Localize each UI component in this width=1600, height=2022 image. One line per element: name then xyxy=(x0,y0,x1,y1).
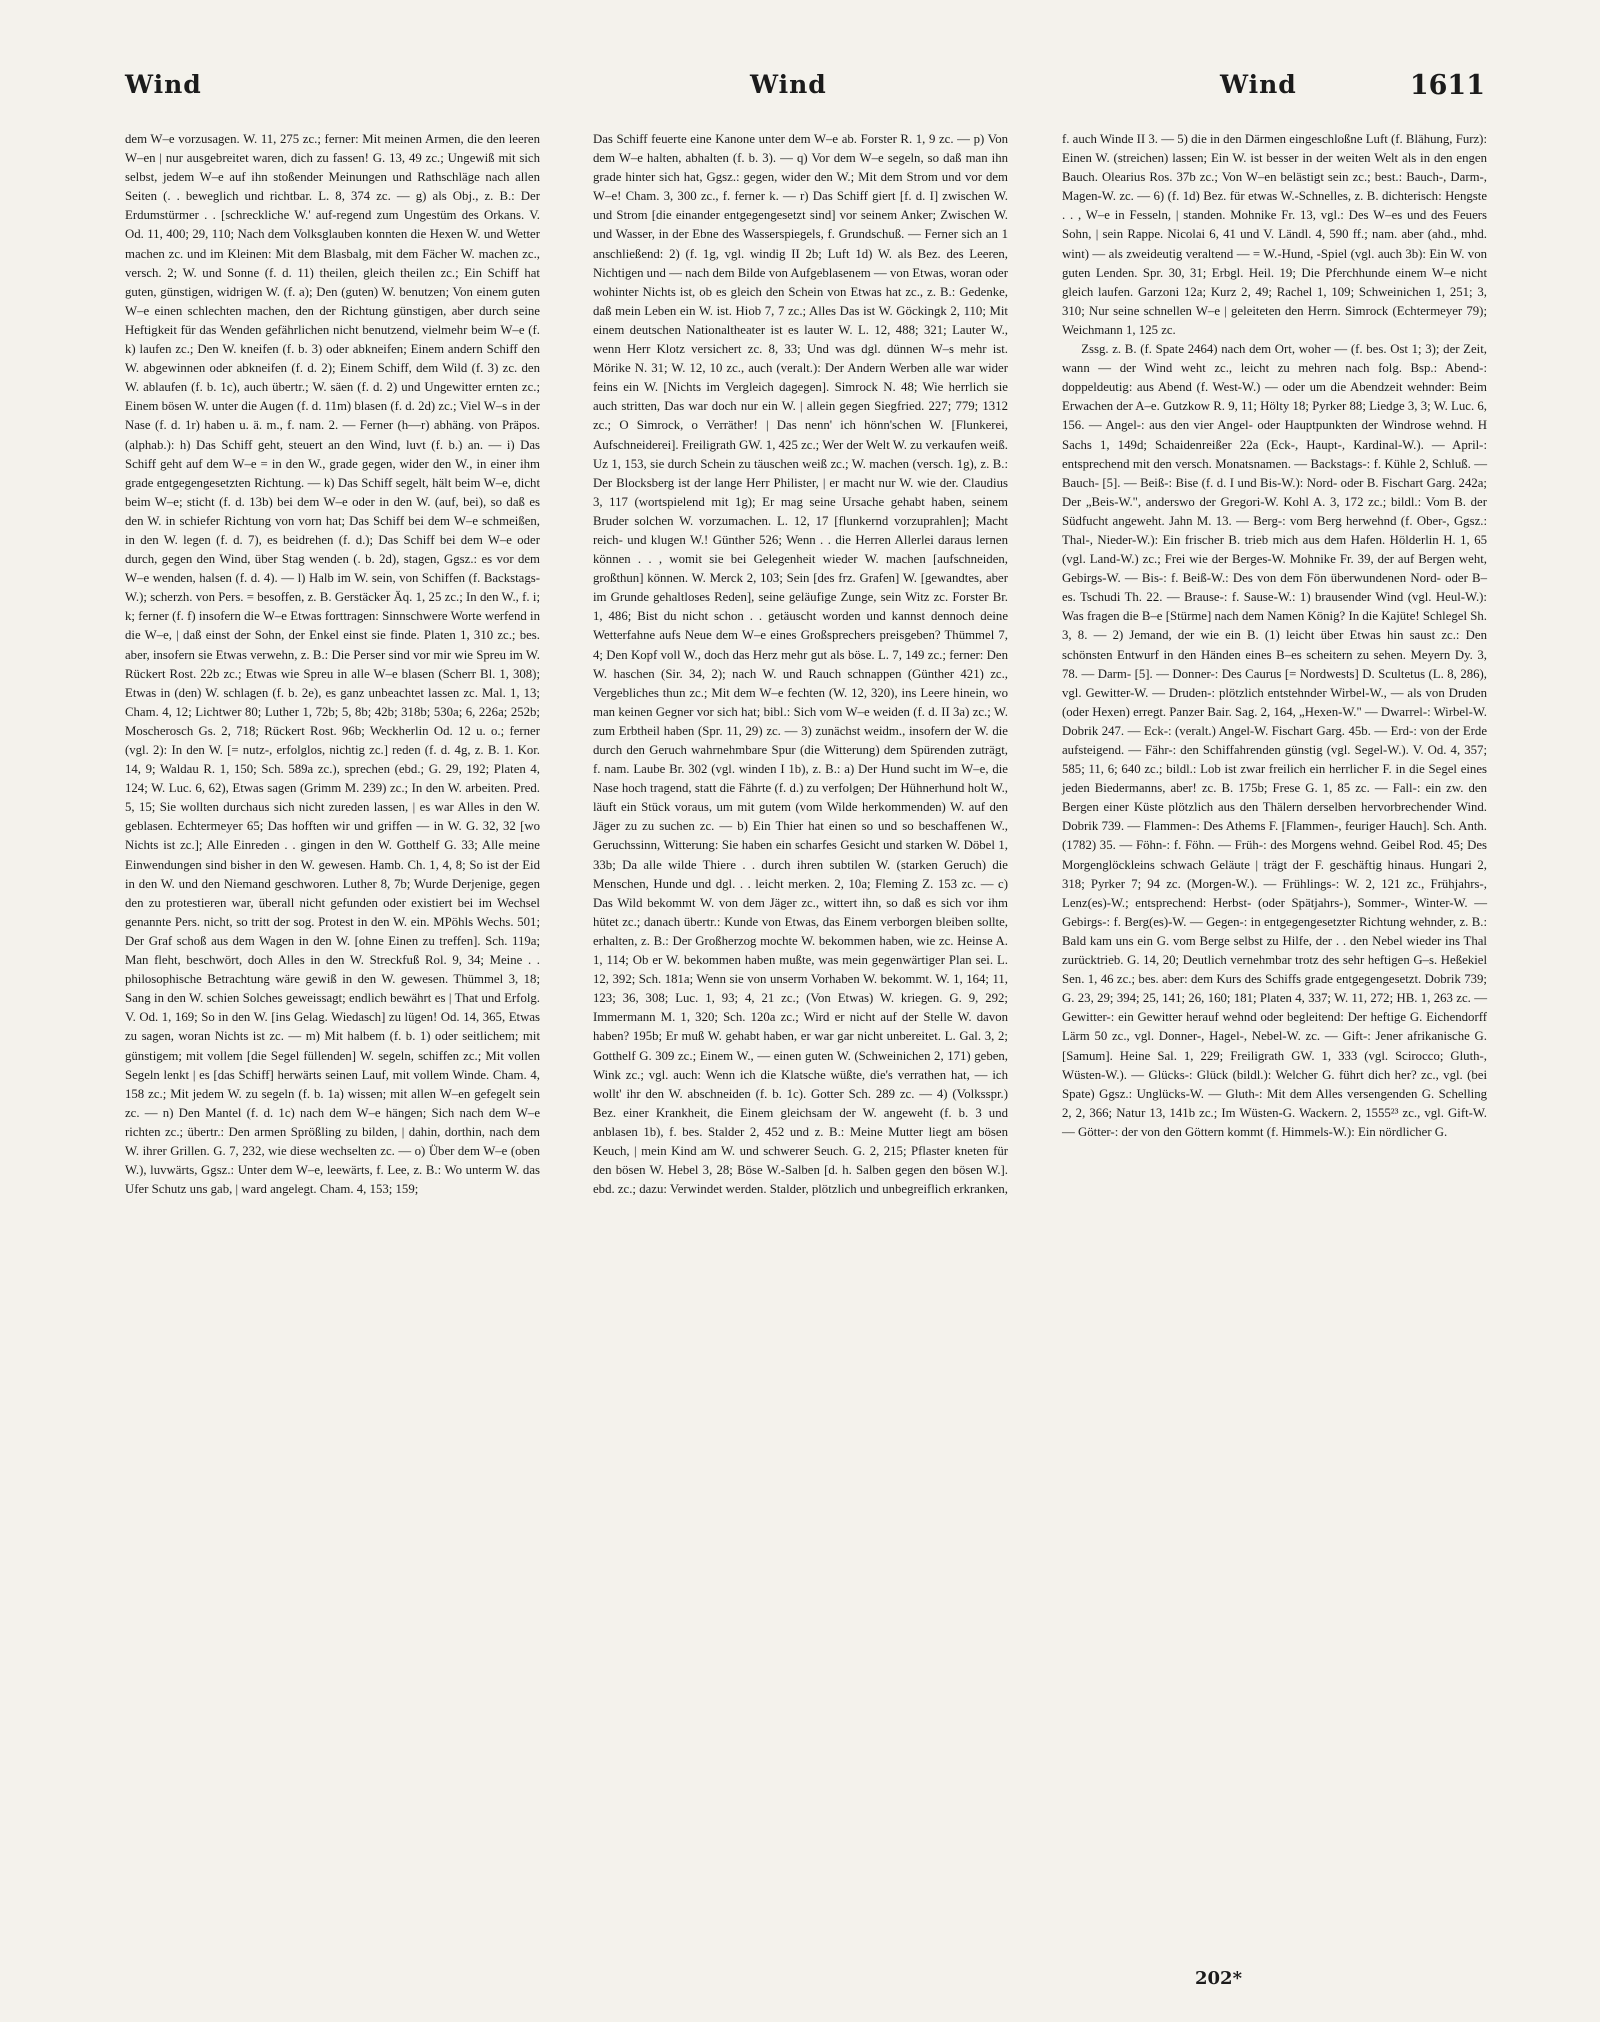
page-number: 1611 xyxy=(1409,70,1485,101)
page-header xyxy=(125,70,1485,110)
column-3-text-part-2: Zssg. z. B. (f. Spate 2464) nach dem Ort, woher — (f. bes. Ost 1; 3); der Zeit, wann — der Wind weht zc., leicht zu mehren nach folg. Bsp.: Abend-: doppeldeutig: aus Abend (f. West-W.) — oder um die Abendzeit wehnder: Beim Erwachen der A–e. Gutzkow R. 9, 11; Hölty 18; Pyrker 88; Liedge 3, 3; W. Luc. 6, 156. — Angel-: aus den vier Angel- oder Hauptpunkten der Windrose wehnd. H Sachs 1, 149d; Schaidenreißer 22a (Eck-, Haupt-, Kardinal-W.). — April-: entsprechend mit den versch. Monatsnamen. — Backstags-: f. Kühle 2, Schluß. — Bauch- [5]. — Beiß-: Bise (f. d. I und Bis-W.): Nord- oder B. Fischart Garg. 242a; Der „Beis-W.", anderswo der Gregori-W. Kohl A. 3, 172 zc.; bildl.: Vom B. der Südfucht angeweht. Jahn M. 13. — Berg-: vom Berg herwehnd (f. Ober-, Ggsz.: Thal-, Nieder-W.): Ein frischer B. trieb mich aus dem Hafen. Hölderlin H. 1, 65 (vgl. Land-W.) zc.; Frei wie der Berges-W. Mohnike Fr. 39, der auf Bergen weht, Gebirgs-W. — Bis-: f. Beiß-W.: Des von dem Fön überwundenen Nord- oder B–es. Tschudi Th. 22. — Brause-: f. Sause-W.: 1) brausender Wind (vgl. Heul-W.): Was fragen die B–e [Stürme] nach dem Namen König? In die Kajüte! Schlegel Sh. 3, 8. — 2) Jemand, der wie ein B. (1) leicht über Etwas hin saust zc.: Den schönsten Entwurf in den Händen eines B–es scheitern zu sehen. Meyern Dy. 3, 78. — Darm- [5]. — Donner-: Des Caurus [= Nordwests] D. Scultetus (L. 8, 286), vgl. Gewitter-W. — Druden-: plötzlich entstehnder Wirbel-W., — als von Druden (oder Hexen) erregt. Panzer Bair. Sag. 2, 164, „Hexen-W." — Dwarrel-: Wirbel-W. Dobrik 247. — Eck-: (veralt.) Angel-W. Fischart Garg. 45b. — Erd-: von der Erde aufsteigend. — Fähr-: den Schiffahrenden günstig (vgl. Segel-W.). V. Od. 4, 357; 585; 11, 6; 640 zc.; bildl.: Lob ist zwar freilich ein herrlicher F. in die Segel eines jeden Biedermanns, aber! zc. B. 175b; Frese G. 1, 85 zc. — Fall-: ein zw. den Bergen einer Küste plötzlich aus den Thälern derselben hervorbrechender Wind. Dobrik 739. — Flammen-: Des Athems F. [Flammen-, feuriger Hauch]. Sch. Anth. (1782) 35. — Föhn-: f. Föhn. — Früh-: des Morgens wehnd. Geibel Rod. 45; Des Morgenglöckleins schwach Geläute | trägt der F. geschäftig hinaus. Hungari 2, 318; Pyrker 7; 94 zc. (Morgen-W.). — Frühlings-: W. 2, 121 zc., Frühjahrs-, Lenz(es)-W.; entsprechend: Herbst- (oder Spätjahrs-), Sommer-, Winter-W. — Gebirgs-: f. Berg(es)-W. — Gegen-: in entgegengesetzter Richtung wehnder, z. B.: Bald kam uns ein G. vom Berge selbst zu Hilfe, der . . den Nebel wieder ins Thal zurücktrieb. G. 14, 20; Deutlich vernehmbar trotz des sehr heftigen G–s. Heßekiel Sen. 1, 46 zc.; bes. aber: dem Kurs des Schiffs grade entgegengesetzt. Dobrik 739; G. 23, 29; 394; 25, 141; 26, 160; 181; Platen 4, 337; W. 11, 272; HB. 1, 263 zc. — Gewitter-: ein Gewitter herauf wehnd oder begleitend: Der heftige G. Eichendorff Lärm 50 zc., vgl. Donner-, Hagel-, Nebel-W. zc. — Gift-: Jener afrikanische G. [Samum]. Heine Sal. 1, 229; Freiligrath GW. 1, 333 (vgl. Scirocco; Gluth-, Wüsten-W.). — Glücks-: Glück (bildl.): Welcher G. führt dich her? zc., vgl. (bei Spate) Ggsz.: Unglücks-W. — Gluth-: Mit dem Alles versengenden G. Schelling 2, 2, 366; Natur 13, 141b zc.; Im Wüsten-G. Wackern. 2, 1555²³ zc., vgl. Gift-W. — Götter-: der von den Göttern kommt (f. Himmels-W.): Ein nördlicher G. xyxy=(1062,342,1487,1139)
column-3-text-part-1: f. auch Winde II 3. — 5) die in den Därmen eingeschloßne Luft (f. Blähung, Furz): Einen W. (streichen) lassen; Ein W. ist besser in der weiten Welt als in den engen Bauch. Olearius Ros. 37b zc.; Von W–en belästigt sein zc.; best.: Bauch-, Darm-, Magen-W. zc. — 6) (f. 1d) Bez. für etwas W.-Schnelles, z. B. dichterisch: Hengste . . , W–e in Fesseln, | standen. Mohnike Fr. 13, vgl.: Des W–es und des Feuers Sohn, | sein Rappe. Nicolai 6, 41 und V. Ländl. 4, 590 ff.; nam. aber (ahd., mhd. wint) — als zweideutig veraltend — = W.-Hund, -Spiel (vgl. auch 3b): Ein W. von guten Lenden. Spr. 30, 31; Erbgl. Heil. 19; Die Pferchhunde einem W–e nicht gleich laufen. Garzoni 12a; Kurz 2, 49; Rachel 1, 109; Schweinichen 1, 251; 3, 310; Nur seine schnellen W–e | geleiteten den Herrn. Simrock (Echtermeyer 79); Weichmann 1, 125 zc. xyxy=(1062,132,1487,337)
running-head-left: Wind xyxy=(125,70,202,99)
running-head-right: Wind xyxy=(1220,70,1297,99)
text-column-2 xyxy=(593,130,1008,1199)
signature-mark: 202* xyxy=(1195,1968,1242,1989)
column-2-text: Das Schiff feuerte eine Kanone unter dem W–e ab. Forster R. 1, 9 zc. — p) Von dem W–e halten, abhalten (f. b. 3). — q) Vor dem W–e segeln, so daß man ihn grade hinter sich hat, Ggsz.: gegen, wider den W.; Mit dem Strom und vor dem W–e! Cham. 3, 300 zc., f. ferner k. — r) Das Schiff giert [f. d. I] zwischen W. und Strom [die einander entgegengesetzt sind] vor seinem Anker; Zwischen W. und Wasser, in der Ebne des Wasserspiegels, f. Grundschuß. — Ferner sich an 1 anschließend: 2) (f. 1g, vgl. windig II 2b; Luft 1d) W. als Bez. des Leeren, Nichtigen und — nach dem Bilde von Aufgeblasenem — von Etwas, woran oder wohinter Nichts ist, ob es gleich den Schein von Etwas hat zc., z. B.: Gedenke, daß mein Leben ein W. ist. Hiob 7, 7 zc.; Alles Das ist W. Göckingk 2, 110; Mit einem deutschen Nationaltheater ist es lauter W. L. 12, 488; 321; Lauter W., wenn Herr Klotz versichert zc. 8, 33; Und was dgl. dünnen W–s mehr ist. Mörike N. 31; W. 12, 10 zc., auch (veralt.): Der Andern Werben alle war wider feins ein W. [Nichts im Vergleich dagegen]. Simrock N. 48; Wie herrlich sie auch stritten, Das war doch nur ein W. | allein gegen Siegfried. 227; 779; 1312 zc.; O Simrock, o Verräther! | Das nenn' ich hönn'schen W. [Flunkerei, Aufschneiderei]. Freiligrath GW. 1, 425 zc.; Wer der Welt W. zu verkaufen weiß. Uz 1, 153, sie durch Schein zu täuschen weiß zc.; W. machen (versch. 1g), z. B.: Der Blocksberg ist der lange Herr Philister, | er macht nur W. wie der. Claudius 3, 117 (wortspielend mit 1g); Er mag seine Ursache gehabt haben, seinem Bruder solchen W. vorzumachen. L. 12, 17 [flunkernd vorzuprahlen]; Macht reich- und klugen W.! Günther 526; Wenn . . die Herren Allerlei daraus lernen können . . , womit sie bei Gelegenheit wieder W. machen [aufschneiden, großthun] können. W. Merck 2, 103; Sein [des frz. Grafen] W. [gewandtes, aber im Grunde gehaltloses Reden], seine geläufige Zunge, sein Witz zc. Forster Br. 1, 486; Bist du nicht schon . . getäuscht worden und kannst dennoch deine Wetterfahne aufs Neue dem W–e eines Großsprechers preisgeben? Thümmel 7, 4; Den Kopf voll W., doch das Herz mehr gut als böse. L. 7, 149 zc.; ferner: Den W. haschen (Sir. 34, 2); nach W. und Rauch schnappen (Günther 421) zc., Vergebliches thun zc.; Mit dem W–e fechten (W. 12, 320), ins Leere hinein, wo man keinen Gegner vor sich hat; bibl.: Sich vom W–e weiden (f. d. II 3a) zc.; W. zum Erbtheil haben (Spr. 11, 29) zc. — 3) zunächst weidm., insofern der W. die durch den Geruch wahrnehmbare Spur (die Witterung) dem Spürenden zuträgt, f. nam. Laube Br. 302 (vgl. winden I 1b), z. B.: a) Der Hund sucht im W–e, die Nase hoch tragend, statt die Fährte (f. d.) zu verfolgen; Der Hühnerhund holt W., läuft ein Stück voraus, um mit gutem (vom Wilde herkommenden) W. auf den Jäger zu zu suchen zc. — b) Ein Thier hat einen so und so beschaffenen W., Geruchssinn, Witterung: Sie haben ein scharfes Gesicht und starken W. Döbel 1, 33b; Da alle wilde Thiere . . durch ihren subtilen W. (starken Geruch) die Menschen, Hunde und dgl. . . leicht merken. 2, 10a; Fleming Z. 153 zc. — c) Das Wild bekommt W. von dem Jäger zc., wittert ihn, so daß es sich vor ihm hütet zc.; danach übertr.: Kunde von Etwas, das Einem verborgen bleiben sollte, erhalten, z. B.: Der Großherzog mochte W. bekommen haben, wie zc. Heinse A. 1, 114; Ob er W. bekommen haben mußte, was mein gegenwärtiger Plan sei. L. 12, 392; Sch. 181a; Wenn sie von unserm Vorhaben W. bekommt. W. 1, 164; 11, 123; 36, 308; Luc. 1, 93; 4, 21 zc.; (Von Etwas) W. kriegen. G. 9, 292; Immermann M. 1, 320; Sch. 120a zc.; Wird er nicht auf der Stelle W. davon haben? 195b; Er muß W. gehabt haben, er war gar nicht unbereitet. L. Gal. 3, 2; Gotthelf G. 309 zc.; Einem W., — einen guten W. (Schweinichen 2, 171) geben, Wink zc.; vgl. auch: Wenn ich die Klatsche wüßte, die's verrathen hat, — ich wollt' ihr den W. abschneiden (f. b. 1c). Gotter Sch. 289 zc. — 4) (Volksspr.) Bez. einer Krankheit, die Einem gleichsam der W. angeweht (f. b. 3 und anblasen 1b), f. bes. Stalder 2, 452 und z. B.: Meine Mutter liegt am bösen Keuch, | mein Kind am W. und schwerer Seuch. G. 2, 215; Pflaster kneten für den bösen W. Hebel 3, 28; Böse W.-Salben [d. h. Salben gegen den bösen W.]. ebd. zc.; dazu: Verwindet werden. Stalder, plötzlich und unbegreiflich erkranken, xyxy=(593,132,1008,1197)
column-1-text: dem W–e vorzusagen. W. 11, 275 zc.; ferner: Mit meinen Armen, die den leeren W–en | nur ausgebreitet waren, dich zu fassen! G. 13, 49 zc.; Ungewiß mit sich selbst, jedem W–e auf ihn stoßender Meinungen und Rathschläge nach allen Seiten (. . beweglich und richtbar. L. 8, 374 zc. — g) als Obj., z. B.: Der Erdumstürmer . . [schreckliche W.' auf-regend zum Ungestüm des Orkans. V. Od. 11, 400; 29, 110; Nach dem Volksglauben konnten die Hexen W. und Wetter machen zc. und im Kleinen: Mit dem Blasbalg, mit dem Fächer W. machen zc., versch. 2; W. und Sonne (f. d. 11) theilen, gleich theilen zc.; Ein Schiff hat guten, günstigen, widrigen W. (f. a); Den (guten) W. benutzen; Von einem guten W–e einen schlechten machen, den der Richtung günstigen, aber durch seine Heftigkeit für das Wenden gefährlichen nicht benutzend, vielmehr beim W–e (f. k) laufen zc.; Den W. kneifen (f. b. 3) oder abkneifen; Einem andern Schiff den W. abgewinnen oder abkneifen (f. d. 2); Einem Schiff, dem Wild (f. 3) zc. den W. ablaufen (f. b. 1c), auch übertr.; W. säen (f. d. 2) und Ungewitter ernten zc.; Einem bösen W. unter die Augen (f. d. 11m) blasen (f. d. 2d) zc.; Viel W–s in der Nase (f. d. 1r) haben u. ä. m., f. nam. 2. — Ferner (h—r) abhäng. von Präpos. (alphab.): h) Das Schiff geht, steuert an den Wind, luvt (f. b.) an. — i) Das Schiff geht auf dem W–e = in den W., grade gegen, wider den W., in einer ihm grade entgegengesetzten Richtung. — k) Das Schiff segelt, hält beim W–e, dicht beim W–e; sticht (f. d. 13b) bei dem W–e oder in den W. (auf, bei), so daß es den W. in schiefer Richtung von vorn hat; Das Schiff bei dem W–e schmeißen, in den W. legen (f. d. 7), es beidrehen (f. d.); Das Schiff bei dem W–e oder durch, gegen den Wind, über Stag wenden (. b. 2d), stagen, Ggsz.: es vor dem W–e wenden, halsen (f. d. 4). — l) Halb im W. sein, von Schiffen (f. Backstags-W.); scherzh. von Pers. = besoffen, z. B. Gerstäcker Äq. 1, 25 zc.; In den W., f. i; k; ferner (f. f) insofern die W–e Etwas forttragen: Sinnschwere Worte werfend in die W–e, | daß einst der Sohn, der Enkel einst sie finde. Platen 1, 310 zc.; bes. aber, insofern sie Etwas verwehn, z. B.: Die Perser sind vor mir wie Spreu im W. Rückert Rost. 22b zc.; Etwas wie Spreu in alle W–e blasen (Scherr Bl. 1, 308); Etwas in (den) W. schlagen (f. b. 2e), es ganz unbeachtet lassen zc. Mal. 1, 13; Cham. 4, 12; Lichtwer 80; Luther 1, 72b; 5, 8b; 42b; 318b; 530a; 6, 226a; 252b; Moscherosch Gs. 2, 718; Rückert Rost. 96b; Weckherlin Od. 12 u. o.; ferner (vgl. 2): In den W. [= nutz-, erfolglos, nichtig zc.] reden (f. d. 4g, z. B. 1. Kor. 14, 9; Waldau R. 1, 150; Sch. 589a zc.), sprechen (ebd.; G. 29, 192; Platen 4, 124; W. Luc. 6, 62), Etwas sagen (Grimm M. 239) zc.; In den W. arbeiten. Pred. 5, 15; Sie wollten durchaus sich nicht zureden lassen, | es war Alles in den W. geblasen. Echtermeyer 65; Das hofften wir und griffen — in W. G. 32, 32 [wo Nichts ist zc.]; Alle Einreden . . gingen in den W. Gotthelf G. 33; Alle meine Einwendungen sind bisher in den W. gewesen. Hamb. Ch. 1, 4, 8; So ist der Eid in den W. und den Niemand geschworen. Luther 8, 7b; Wurde Derjenige, gegen den zu protestieren war, überall nicht gefunden oder existiert bei im Wechsel genannte Pers. nicht, so tritt der sog. Protest in den W. ein. MPöhls Wechs. 501; Der Graf schoß aus dem Wagen in den W. [ohne Einen zu treffen]. Sch. 119a; Man fleht, beschwört, doch Alles in den W. Streckfuß Rol. 9, 34; Meine . . philosophische Betrachtung wäre gewiß in den W. gewesen. Thümmel 3, 18; Sang in den W. schien Solches geweissagt; endlich bewährt es | That und Erfolg. V. Od. 1, 169; So in den W. [ins Gelag. Wiedasch] zu lügen! Od. 14, 365, Etwas zu sagen, woran Nichts ist zc. — m) Mit halbem (f. b. 1) oder seitlichem; mit günstigem; mit vollem [die Segel füllenden] W. segeln, schiffen zc.; Mit vollen Segeln lenkt | es [das Schiff] herwärts seinen Lauf, mit vollem Winde. Cham. 4, 158 zc.; Mit jedem W. zu segeln (f. b. 1a) wissen; mit allen W–en gefegelt sein zc. — n) Den Mantel (f. d. 1c) nach dem W–e hängen; Sich nach dem W–e richten zc.; übertr.: Den armen Sprößling zu bilden, | dahin, dorthin, nach dem W. ihrer Grillen. G. 7, 232, wie diese wechselten zc. — o) Über dem W–e (oben W.), luvwärts, Ggsz.: Unter dem W–e, leewärts, f. Lee, z. B.: Wo unterm W. das Ufer Schutz uns gab, | ward angelegt. Cham. 4, 153; 159; xyxy=(125,132,540,1197)
text-column-1 xyxy=(125,130,540,1199)
running-head-center: Wind xyxy=(750,70,827,99)
text-column-3 xyxy=(1062,130,1487,1142)
